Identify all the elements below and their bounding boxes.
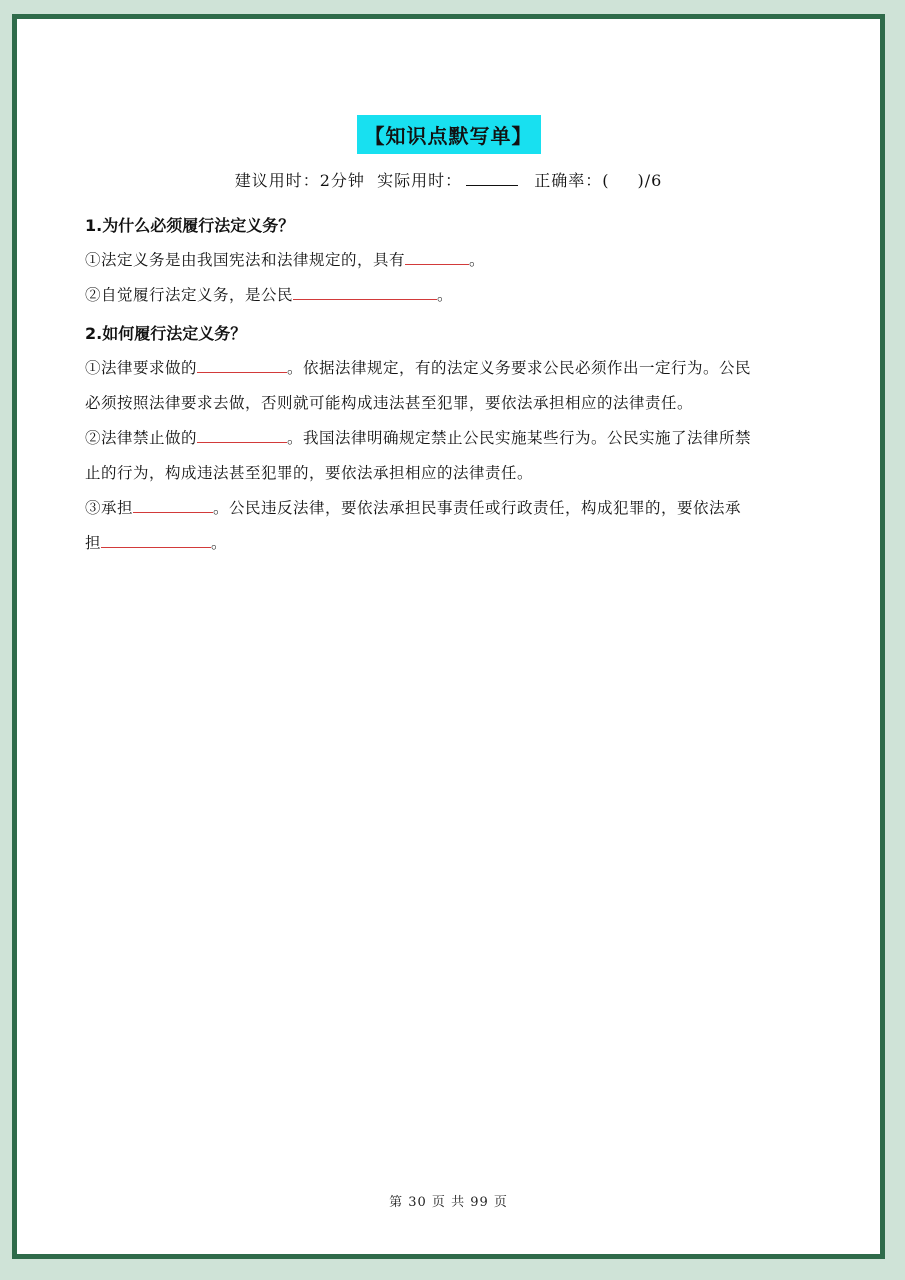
- fill-blank[interactable]: [197, 426, 287, 443]
- page-title: 【知识点默写单】: [357, 115, 541, 154]
- timing-row: [17, 168, 880, 191]
- question-1-heading: 1.为什么必须履行法定义务？: [85, 216, 295, 235]
- line-text-before: ②法律禁止做的: [85, 429, 198, 447]
- fill-blank[interactable]: [405, 248, 469, 265]
- question-2-line-1: [85, 351, 830, 386]
- question-2-heading: 2.如何履行法定义务？: [85, 324, 247, 343]
- question-2-line-3: [85, 421, 830, 456]
- line-text-after: 。我国法律明确规定禁止公民实施某些行为。公民实施了法律所禁: [287, 429, 752, 447]
- title-container: [17, 115, 880, 154]
- line-text-after: 。公民违反法律，要依法承担民事责任或行政责任，构成犯罪的，要依法承: [213, 499, 742, 517]
- fill-blank[interactable]: [293, 283, 437, 300]
- line-text-before: ②自觉履行法定义务，是公民: [85, 286, 294, 304]
- page-number: 第 30 页 共 99 页: [389, 1195, 508, 1210]
- line-text-before: 担: [85, 534, 102, 552]
- line-text-before: ③承担: [85, 499, 134, 517]
- question-1-line-2: [85, 278, 830, 313]
- accuracy-label: 正确率：(: [534, 171, 610, 190]
- line-text-after: 。: [437, 286, 454, 304]
- actual-time-blank[interactable]: [466, 171, 518, 186]
- question-1-line-1: [85, 243, 830, 278]
- question-2-line-4: 止的行为，构成违法甚至犯罪的，要依法承担相应的法律责任。: [85, 464, 534, 482]
- question-2-line-2: 必须按照法律要求去做，否则就可能构成违法甚至犯罪，要依法承担相应的法律责任。: [85, 394, 694, 412]
- question-2-line-6: [85, 526, 830, 561]
- line-text-after: 。: [211, 534, 228, 552]
- line-text-after: 。: [469, 251, 486, 269]
- fill-blank[interactable]: [133, 496, 213, 513]
- accuracy-total: )/6: [637, 171, 663, 190]
- actual-time-label: 实际用时：: [377, 171, 463, 190]
- fill-blank[interactable]: [101, 531, 211, 548]
- content: [85, 209, 830, 561]
- suggested-time: 建议用时：2分钟: [234, 171, 365, 190]
- line-text-before: ①法律要求做的: [85, 359, 198, 377]
- fill-blank[interactable]: [197, 356, 287, 373]
- line-text-before: ①法定义务是由我国宪法和法律规定的，具有: [85, 251, 406, 269]
- question-2-line-5: [85, 491, 830, 526]
- page: [12, 14, 885, 1259]
- line-text-after: 。依据法律规定，有的法定义务要求公民必须作出一定行为。公民: [287, 359, 752, 377]
